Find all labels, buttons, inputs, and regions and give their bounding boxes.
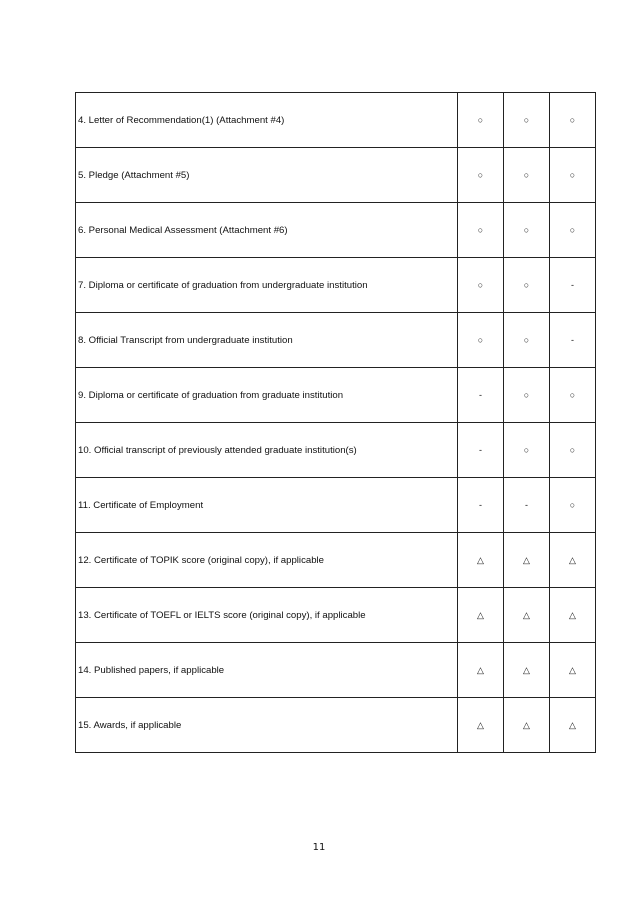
requirement-mark-1: △ <box>458 698 504 753</box>
requirement-mark-1: △ <box>458 643 504 698</box>
requirement-mark-2: ○ <box>504 148 550 203</box>
requirement-mark-3: ○ <box>550 478 596 533</box>
table-body <box>76 93 596 753</box>
table-row <box>76 533 596 588</box>
requirement-mark-3: ○ <box>550 93 596 148</box>
table-row <box>76 698 596 753</box>
document-item-label: 5. Pledge (Attachment #5) <box>76 148 458 203</box>
document-item-label: 14. Published papers, if applicable <box>76 643 458 698</box>
requirement-mark-1: ○ <box>458 313 504 368</box>
table-row <box>76 148 596 203</box>
requirement-mark-2: ○ <box>504 203 550 258</box>
table-row <box>76 423 596 478</box>
requirement-mark-1: ○ <box>458 203 504 258</box>
table-row <box>76 643 596 698</box>
table-row <box>76 203 596 258</box>
document-item-label: 11. Certificate of Employment <box>76 478 458 533</box>
requirement-mark-2: ○ <box>504 313 550 368</box>
requirement-mark-1: ○ <box>458 258 504 313</box>
document-item-label: 10. Official transcript of previously attended graduate institution(s) <box>76 423 458 478</box>
requirement-mark-1: △ <box>458 533 504 588</box>
requirement-mark-3: ○ <box>550 368 596 423</box>
requirement-mark-3: ○ <box>550 148 596 203</box>
requirement-mark-1: ○ <box>458 93 504 148</box>
requirement-mark-2: △ <box>504 533 550 588</box>
table-row <box>76 93 596 148</box>
requirement-mark-1: - <box>458 368 504 423</box>
requirement-mark-2: ○ <box>504 368 550 423</box>
requirement-mark-2: ○ <box>504 423 550 478</box>
table-row <box>76 588 596 643</box>
document-item-label: 12. Certificate of TOPIK score (original copy), if applicable <box>76 533 458 588</box>
requirement-mark-2: ○ <box>504 93 550 148</box>
requirement-mark-1: - <box>458 478 504 533</box>
requirement-mark-3: △ <box>550 643 596 698</box>
requirement-mark-2: △ <box>504 698 550 753</box>
requirement-mark-2: △ <box>504 643 550 698</box>
document-item-label: 15. Awards, if applicable <box>76 698 458 753</box>
page-number: 11 <box>312 842 326 853</box>
requirement-mark-1: ○ <box>458 148 504 203</box>
table-row <box>76 368 596 423</box>
document-item-label: 7. Diploma or certificate of graduation from undergraduate institution <box>76 258 458 313</box>
document-item-label: 6. Personal Medical Assessment (Attachment #6) <box>76 203 458 258</box>
requirement-mark-3: △ <box>550 698 596 753</box>
requirement-mark-3: ○ <box>550 203 596 258</box>
requirement-mark-3: △ <box>550 588 596 643</box>
document-item-label: 8. Official Transcript from undergraduate institution <box>76 313 458 368</box>
table-row <box>76 478 596 533</box>
requirement-mark-3: △ <box>550 533 596 588</box>
requirement-mark-1: △ <box>458 588 504 643</box>
document-item-label: 13. Certificate of TOEFL or IELTS score (original copy), if applicable <box>76 588 458 643</box>
table-row <box>76 313 596 368</box>
document-item-label: 9. Diploma or certificate of graduation from graduate institution <box>76 368 458 423</box>
required-documents-table <box>75 92 596 753</box>
requirement-mark-3: ○ <box>550 423 596 478</box>
requirement-mark-3: - <box>550 258 596 313</box>
requirement-mark-3: - <box>550 313 596 368</box>
table-row <box>76 258 596 313</box>
requirement-mark-1: - <box>458 423 504 478</box>
requirement-mark-2: - <box>504 478 550 533</box>
requirement-mark-2: ○ <box>504 258 550 313</box>
requirement-mark-2: △ <box>504 588 550 643</box>
document-item-label: 4. Letter of Recommendation(1) (Attachment #4) <box>76 93 458 148</box>
